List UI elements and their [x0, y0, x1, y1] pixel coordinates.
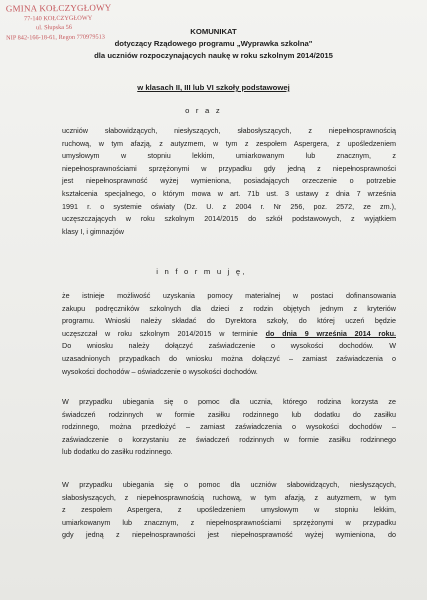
text-line: rodzinnego, można przedłożyć – zamiast zaświadczenia o wysokości dochodów –	[62, 422, 396, 432]
text-line: umiarkowanym lub znacznym, z niepełnosprawnościami sprzężonymi w przypadku	[62, 517, 396, 527]
text-line: uczęszczających w roku szkolnym 2014/2015 do szkół podstawowych, z wyjątkiem	[62, 214, 396, 224]
informuje-label: i n f o r m u j ę,	[156, 267, 247, 276]
oraz-label: o r a z	[185, 106, 222, 115]
stamp-street: ul. Słupska 56	[36, 24, 72, 32]
text-line: z zespołem Aspergera, z upośledzeniem umysłowym w stopniu lekkim,	[62, 505, 396, 515]
text-line: zaświadczenie o korzystaniu ze świadczeń rodzinnych w formie zasiłku rodzinnego	[62, 434, 396, 444]
text-line: ruchową, w tym afazją, z autyzmem, w tym z zespołem Aspergera, z upośledzeniem	[62, 138, 396, 148]
paragraph-family-benefits	[62, 396, 396, 459]
text-line: zakupu podręczników szkolnych dla dzieci z rodzin objętych jednym z kryteriów	[62, 303, 396, 313]
document-subtitle: dotyczący Rządowego programu „Wyprawka szkolna"	[114, 39, 313, 48]
text-line: lub dodatku do zasiłku rodzinnego.	[62, 447, 173, 457]
text-line: że istnieje możliwość uzyskania pomocy materialnej w postaci dofinansowania	[62, 291, 396, 300]
stamp-address: 77-140 KOŁCZYGŁOWY	[23, 14, 93, 22]
deadline-prefix: uczęszczał w roku szkolnym 2014/2015 w terminie	[62, 328, 258, 338]
deadline-date: do dnia 9 września 2014 roku.	[265, 328, 396, 338]
paragraph-eligibility	[62, 125, 396, 238]
stamp-nip: NIP 842-166-18-61, Regon 770979513	[6, 33, 105, 42]
text-line: wysokości dochodów – oświadczenie o wysokości dochodów.	[62, 366, 258, 376]
municipality-stamp	[6, 3, 118, 43]
paragraph-disabilities	[62, 479, 396, 542]
document-subtitle-2: dla uczniów rozpoczynających naukę w roku szkolnym 2014/2015	[94, 51, 333, 60]
text-line: jest niepełnosprawność wyżej wymieniona, posiadających orzeczenie o potrzebie	[62, 176, 396, 186]
text-line: słabosłyszących, z niepełnosprawnością ruchową, w tym afazją, z autyzmem, w tym	[62, 492, 396, 502]
text-line: uzasadnionych przypadkach do wniosku można dołączyć – zamiast zaświadczenia o	[62, 353, 396, 363]
text-line: gdy jedną z niepełnosprawności jest niepełnosprawność wyżej wymieniona, do	[62, 530, 396, 540]
text-line: kształcenia specjalnego, o którym mowa w art. 71b ust. 3 ustawy z dnia 7 września	[62, 188, 396, 198]
text-line: programu. Wnioski należy składać do Dyrektora szkoły, do której uczeń będzie	[62, 316, 396, 326]
text-line: uczniów słabowidzących, niesłyszących, słabosłyszących, z niepełnosprawnością	[62, 126, 396, 135]
text-line: niepełnosprawnościami sprzężonymi w przypadku gdy jedną z niepełnosprawności	[62, 163, 396, 173]
text-line	[62, 328, 396, 341]
text-line: świadczeń rodzinnych w formie zasiłku rodzinnego lub dodatku do zasiłku	[62, 409, 396, 419]
text-line: klasy I, i gimnazjów	[62, 226, 124, 236]
text-line: W przypadku ubiegania się o pomoc dla ucznia, którego rodzina korzysta ze	[62, 397, 396, 406]
paragraph-information	[62, 290, 396, 378]
stamp-name: GMINA KOŁCZYGŁOWY	[5, 2, 112, 14]
text-line: umysłowym w stopniu lekkim, umiarkowanym lub znacznym, z	[62, 151, 396, 161]
document-title: KOMUNIKAT	[190, 27, 237, 36]
text-line: Do wniosku należy dołączyć zaświadczenie o wysokości dochodów. W	[62, 341, 396, 351]
classes-heading: w klasach II, III lub VI szkoły podstawowej	[137, 83, 290, 92]
text-line: 1991 r. o systemie oświaty (Dz. U. z 2004 r. Nr 256, poz. 2572, ze zm.),	[62, 201, 396, 211]
text-line: W przypadku ubiegania się o pomoc dla uczniów słabowidzących, niesłyszących,	[62, 480, 396, 489]
